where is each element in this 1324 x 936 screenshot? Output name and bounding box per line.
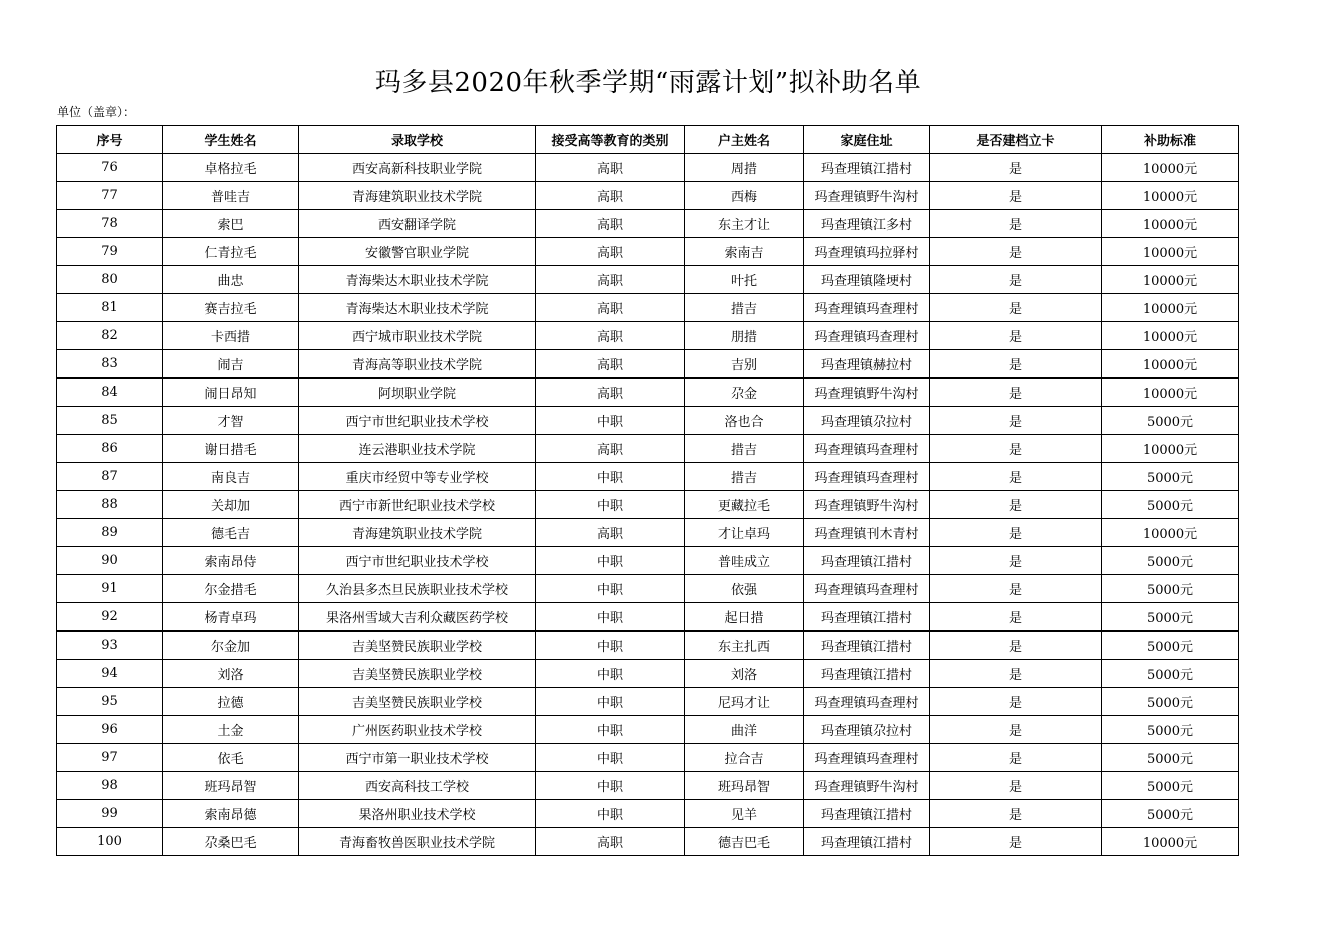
cell-serial-number: 78 <box>57 210 163 238</box>
cell-home-address: 玛查理镇野牛沟村 <box>804 772 930 800</box>
cell-home-address: 玛查理镇赫拉村 <box>804 350 930 379</box>
cell-subsidy-amount: 10000元 <box>1102 828 1239 856</box>
cell-serial-number: 89 <box>57 519 163 547</box>
cell-admitted-school: 西安高新科技职业学院 <box>299 154 536 182</box>
cell-education-type: 高职 <box>536 182 685 210</box>
cell-home-address: 玛查理镇江措村 <box>804 800 930 828</box>
cell-education-type: 中职 <box>536 631 685 660</box>
cell-registered-poor: 是 <box>930 154 1102 182</box>
cell-household-head: 洛也合 <box>685 407 804 435</box>
cell-registered-poor: 是 <box>930 603 1102 632</box>
table-row <box>57 238 1239 266</box>
cell-serial-number: 94 <box>57 660 163 688</box>
cell-home-address: 玛查理镇江多村 <box>804 210 930 238</box>
cell-admitted-school: 西安翻译学院 <box>299 210 536 238</box>
cell-serial-number: 88 <box>57 491 163 519</box>
cell-student-name: 仁青拉毛 <box>163 238 299 266</box>
cell-home-address: 玛查理镇玛查理村 <box>804 688 930 716</box>
cell-student-name: 尔金措毛 <box>163 575 299 603</box>
cell-registered-poor: 是 <box>930 547 1102 575</box>
cell-education-type: 高职 <box>536 266 685 294</box>
cell-student-name: 拉德 <box>163 688 299 716</box>
cell-education-type: 中职 <box>536 772 685 800</box>
cell-serial-number: 79 <box>57 238 163 266</box>
cell-student-name: 索巴 <box>163 210 299 238</box>
cell-household-head: 索南吉 <box>685 238 804 266</box>
cell-admitted-school: 西宁城市职业技术学院 <box>299 322 536 350</box>
cell-registered-poor: 是 <box>930 182 1102 210</box>
cell-home-address: 玛查理镇玛查理村 <box>804 435 930 463</box>
cell-subsidy-amount: 10000元 <box>1102 266 1239 294</box>
cell-home-address: 玛查理镇隆埂村 <box>804 266 930 294</box>
cell-subsidy-amount: 5000元 <box>1102 772 1239 800</box>
cell-home-address: 玛查理镇玛查理村 <box>804 294 930 322</box>
cell-student-name: 尕桑巴毛 <box>163 828 299 856</box>
cell-household-head: 措吉 <box>685 435 804 463</box>
cell-subsidy-amount: 10000元 <box>1102 210 1239 238</box>
cell-registered-poor: 是 <box>930 322 1102 350</box>
cell-admitted-school: 西安高科技工学校 <box>299 772 536 800</box>
cell-registered-poor: 是 <box>930 238 1102 266</box>
cell-serial-number: 96 <box>57 716 163 744</box>
cell-household-head: 东主才让 <box>685 210 804 238</box>
cell-registered-poor: 是 <box>930 266 1102 294</box>
cell-student-name: 班玛昂智 <box>163 772 299 800</box>
cell-student-name: 土金 <box>163 716 299 744</box>
cell-admitted-school: 青海建筑职业技术学院 <box>299 182 536 210</box>
cell-subsidy-amount: 5000元 <box>1102 631 1239 660</box>
header-home-address: 家庭住址 <box>804 126 930 154</box>
table-row <box>57 350 1239 379</box>
cell-household-head: 曲洋 <box>685 716 804 744</box>
cell-admitted-school: 青海柴达木职业技术学院 <box>299 266 536 294</box>
cell-student-name: 才智 <box>163 407 299 435</box>
cell-subsidy-amount: 5000元 <box>1102 491 1239 519</box>
cell-registered-poor: 是 <box>930 463 1102 491</box>
table-row <box>57 575 1239 603</box>
cell-admitted-school: 久治县多杰旦民族职业技术学校 <box>299 575 536 603</box>
cell-household-head: 刘洛 <box>685 660 804 688</box>
table-row <box>57 660 1239 688</box>
cell-admitted-school: 西宁市世纪职业技术学校 <box>299 407 536 435</box>
cell-registered-poor: 是 <box>930 435 1102 463</box>
cell-serial-number: 92 <box>57 603 163 632</box>
cell-admitted-school: 果洛州雪域大吉利众藏医药学校 <box>299 603 536 632</box>
cell-household-head: 东主扎西 <box>685 631 804 660</box>
cell-registered-poor: 是 <box>930 800 1102 828</box>
cell-household-head: 德吉巴毛 <box>685 828 804 856</box>
cell-household-head: 班玛昂智 <box>685 772 804 800</box>
cell-subsidy-amount: 10000元 <box>1102 435 1239 463</box>
cell-home-address: 玛查理镇尕拉村 <box>804 407 930 435</box>
cell-registered-poor: 是 <box>930 294 1102 322</box>
cell-registered-poor: 是 <box>930 828 1102 856</box>
cell-student-name: 卡西措 <box>163 322 299 350</box>
table-row <box>57 435 1239 463</box>
cell-serial-number: 97 <box>57 744 163 772</box>
cell-admitted-school: 吉美坚赞民族职业学校 <box>299 631 536 660</box>
cell-subsidy-amount: 5000元 <box>1102 407 1239 435</box>
header-admitted-school: 录取学校 <box>299 126 536 154</box>
cell-registered-poor: 是 <box>930 688 1102 716</box>
cell-subsidy-amount: 10000元 <box>1102 182 1239 210</box>
table-row <box>57 631 1239 660</box>
cell-education-type: 中职 <box>536 547 685 575</box>
cell-household-head: 更藏拉毛 <box>685 491 804 519</box>
cell-home-address: 玛查理镇江措村 <box>804 547 930 575</box>
cell-admitted-school: 西宁市第一职业技术学校 <box>299 744 536 772</box>
cell-home-address: 玛查理镇玛查理村 <box>804 744 930 772</box>
cell-education-type: 中职 <box>536 716 685 744</box>
table-row <box>57 154 1239 182</box>
cell-student-name: 曲忠 <box>163 266 299 294</box>
table-row <box>57 716 1239 744</box>
cell-household-head: 尕金 <box>685 378 804 407</box>
cell-admitted-school: 西宁市世纪职业技术学校 <box>299 547 536 575</box>
cell-admitted-school: 连云港职业技术学院 <box>299 435 536 463</box>
cell-household-head: 尼玛才让 <box>685 688 804 716</box>
table-row <box>57 407 1239 435</box>
cell-education-type: 高职 <box>536 350 685 379</box>
cell-education-type: 中职 <box>536 688 685 716</box>
cell-registered-poor: 是 <box>930 407 1102 435</box>
cell-home-address: 玛查理镇江措村 <box>804 631 930 660</box>
cell-serial-number: 83 <box>57 350 163 379</box>
cell-serial-number: 77 <box>57 182 163 210</box>
cell-household-head: 朋措 <box>685 322 804 350</box>
cell-serial-number: 93 <box>57 631 163 660</box>
cell-subsidy-amount: 5000元 <box>1102 800 1239 828</box>
cell-admitted-school: 青海建筑职业技术学院 <box>299 519 536 547</box>
cell-admitted-school: 重庆市经贸中等专业学校 <box>299 463 536 491</box>
cell-serial-number: 98 <box>57 772 163 800</box>
table-row <box>57 294 1239 322</box>
table-row <box>57 491 1239 519</box>
table-row <box>57 547 1239 575</box>
cell-home-address: 玛查理镇江措村 <box>804 603 930 632</box>
unit-stamp-label: 单位（盖章）： <box>57 105 136 119</box>
header-education-type: 接受高等教育的类别 <box>536 126 685 154</box>
cell-admitted-school: 安徽警官职业学院 <box>299 238 536 266</box>
cell-student-name: 尔金加 <box>163 631 299 660</box>
table-row <box>57 603 1239 632</box>
cell-home-address: 玛查理镇尕拉村 <box>804 716 930 744</box>
table-row <box>57 210 1239 238</box>
cell-registered-poor: 是 <box>930 575 1102 603</box>
cell-student-name: 赛吉拉毛 <box>163 294 299 322</box>
table-row <box>57 828 1239 856</box>
table-row <box>57 688 1239 716</box>
cell-home-address: 玛查理镇江措村 <box>804 154 930 182</box>
cell-household-head: 才让卓玛 <box>685 519 804 547</box>
cell-household-head: 西梅 <box>685 182 804 210</box>
cell-serial-number: 91 <box>57 575 163 603</box>
cell-home-address: 玛查理镇玛查理村 <box>804 463 930 491</box>
cell-subsidy-amount: 5000元 <box>1102 547 1239 575</box>
cell-subsidy-amount: 10000元 <box>1102 154 1239 182</box>
table-row <box>57 378 1239 407</box>
header-subsidy-amount: 补助标准 <box>1102 126 1239 154</box>
cell-education-type: 中职 <box>536 744 685 772</box>
cell-home-address: 玛查理镇刊木青村 <box>804 519 930 547</box>
cell-education-type: 高职 <box>536 519 685 547</box>
cell-subsidy-amount: 5000元 <box>1102 603 1239 632</box>
cell-household-head: 普哇成立 <box>685 547 804 575</box>
cell-home-address: 玛查理镇野牛沟村 <box>804 182 930 210</box>
cell-admitted-school: 青海高等职业技术学院 <box>299 350 536 379</box>
cell-registered-poor: 是 <box>930 631 1102 660</box>
cell-registered-poor: 是 <box>930 378 1102 407</box>
cell-home-address: 玛查理镇江措村 <box>804 828 930 856</box>
cell-subsidy-amount: 5000元 <box>1102 575 1239 603</box>
cell-education-type: 高职 <box>536 238 685 266</box>
cell-education-type: 中职 <box>536 575 685 603</box>
cell-student-name: 闹日昂知 <box>163 378 299 407</box>
cell-household-head: 措吉 <box>685 463 804 491</box>
cell-home-address: 玛查理镇野牛沟村 <box>804 491 930 519</box>
cell-serial-number: 81 <box>57 294 163 322</box>
cell-education-type: 高职 <box>536 322 685 350</box>
document-title: 玛多县2020年秋季学期“雨露计划”拟补助名单 <box>374 68 922 98</box>
cell-serial-number: 99 <box>57 800 163 828</box>
cell-home-address: 玛查理镇野牛沟村 <box>804 378 930 407</box>
cell-education-type: 高职 <box>536 378 685 407</box>
cell-subsidy-amount: 10000元 <box>1102 294 1239 322</box>
table-row <box>57 800 1239 828</box>
cell-subsidy-amount: 10000元 <box>1102 350 1239 379</box>
cell-serial-number: 100 <box>57 828 163 856</box>
cell-student-name: 关却加 <box>163 491 299 519</box>
cell-subsidy-amount: 10000元 <box>1102 378 1239 407</box>
cell-education-type: 高职 <box>536 435 685 463</box>
cell-serial-number: 95 <box>57 688 163 716</box>
cell-serial-number: 80 <box>57 266 163 294</box>
cell-registered-poor: 是 <box>930 519 1102 547</box>
cell-subsidy-amount: 10000元 <box>1102 519 1239 547</box>
cell-home-address: 玛查理镇江措村 <box>804 660 930 688</box>
header-serial-number: 序号 <box>57 126 163 154</box>
cell-registered-poor: 是 <box>930 772 1102 800</box>
table-row <box>57 266 1239 294</box>
cell-student-name: 普哇吉 <box>163 182 299 210</box>
cell-household-head: 周措 <box>685 154 804 182</box>
table-row <box>57 772 1239 800</box>
cell-home-address: 玛查理镇玛查理村 <box>804 322 930 350</box>
cell-education-type: 中职 <box>536 800 685 828</box>
cell-home-address: 玛查理镇玛查理村 <box>804 575 930 603</box>
cell-student-name: 南良吉 <box>163 463 299 491</box>
cell-education-type: 高职 <box>536 294 685 322</box>
cell-student-name: 索南昂德 <box>163 800 299 828</box>
cell-student-name: 依毛 <box>163 744 299 772</box>
cell-subsidy-amount: 5000元 <box>1102 660 1239 688</box>
cell-student-name: 卓格拉毛 <box>163 154 299 182</box>
cell-student-name: 德毛吉 <box>163 519 299 547</box>
cell-household-head: 叶托 <box>685 266 804 294</box>
cell-serial-number: 90 <box>57 547 163 575</box>
cell-subsidy-amount: 5000元 <box>1102 716 1239 744</box>
cell-education-type: 中职 <box>536 660 685 688</box>
cell-admitted-school: 广州医药职业技术学校 <box>299 716 536 744</box>
cell-household-head: 起日措 <box>685 603 804 632</box>
cell-serial-number: 86 <box>57 435 163 463</box>
cell-serial-number: 87 <box>57 463 163 491</box>
cell-registered-poor: 是 <box>930 491 1102 519</box>
cell-household-head: 吉别 <box>685 350 804 379</box>
table-header-row <box>57 126 1239 154</box>
cell-serial-number: 82 <box>57 322 163 350</box>
table-row <box>57 322 1239 350</box>
cell-education-type: 中职 <box>536 407 685 435</box>
cell-admitted-school: 西宁市新世纪职业技术学校 <box>299 491 536 519</box>
cell-subsidy-amount: 5000元 <box>1102 688 1239 716</box>
cell-household-head: 依强 <box>685 575 804 603</box>
cell-registered-poor: 是 <box>930 350 1102 379</box>
cell-student-name: 索南昂侍 <box>163 547 299 575</box>
table-row <box>57 182 1239 210</box>
cell-subsidy-amount: 5000元 <box>1102 744 1239 772</box>
cell-admitted-school: 阿坝职业学院 <box>299 378 536 407</box>
cell-student-name: 闹吉 <box>163 350 299 379</box>
cell-education-type: 高职 <box>536 210 685 238</box>
cell-education-type: 中职 <box>536 463 685 491</box>
cell-admitted-school: 吉美坚赞民族职业学校 <box>299 688 536 716</box>
subsidy-roster-table <box>56 125 1239 856</box>
header-student-name: 学生姓名 <box>163 126 299 154</box>
cell-admitted-school: 青海畜牧兽医职业技术学院 <box>299 828 536 856</box>
cell-registered-poor: 是 <box>930 744 1102 772</box>
cell-serial-number: 85 <box>57 407 163 435</box>
cell-household-head: 措吉 <box>685 294 804 322</box>
cell-admitted-school: 吉美坚赞民族职业学校 <box>299 660 536 688</box>
cell-subsidy-amount: 10000元 <box>1102 322 1239 350</box>
cell-household-head: 拉合吉 <box>685 744 804 772</box>
cell-student-name: 谢日措毛 <box>163 435 299 463</box>
cell-education-type: 高职 <box>536 154 685 182</box>
cell-education-type: 高职 <box>536 828 685 856</box>
cell-registered-poor: 是 <box>930 210 1102 238</box>
cell-admitted-school: 青海柴达木职业技术学院 <box>299 294 536 322</box>
cell-student-name: 杨青卓玛 <box>163 603 299 632</box>
cell-subsidy-amount: 10000元 <box>1102 238 1239 266</box>
cell-education-type: 中职 <box>536 603 685 632</box>
header-registered-poor: 是否建档立卡 <box>930 126 1102 154</box>
cell-serial-number: 76 <box>57 154 163 182</box>
cell-home-address: 玛查理镇玛拉驿村 <box>804 238 930 266</box>
cell-education-type: 中职 <box>536 491 685 519</box>
table-row <box>57 744 1239 772</box>
cell-student-name: 刘洛 <box>163 660 299 688</box>
table-row <box>57 463 1239 491</box>
cell-serial-number: 84 <box>57 378 163 407</box>
table-body <box>57 154 1239 856</box>
cell-registered-poor: 是 <box>930 716 1102 744</box>
table-row <box>57 519 1239 547</box>
cell-household-head: 见羊 <box>685 800 804 828</box>
header-household-head: 户主姓名 <box>685 126 804 154</box>
cell-admitted-school: 果洛州职业技术学校 <box>299 800 536 828</box>
cell-registered-poor: 是 <box>930 660 1102 688</box>
cell-subsidy-amount: 5000元 <box>1102 463 1239 491</box>
